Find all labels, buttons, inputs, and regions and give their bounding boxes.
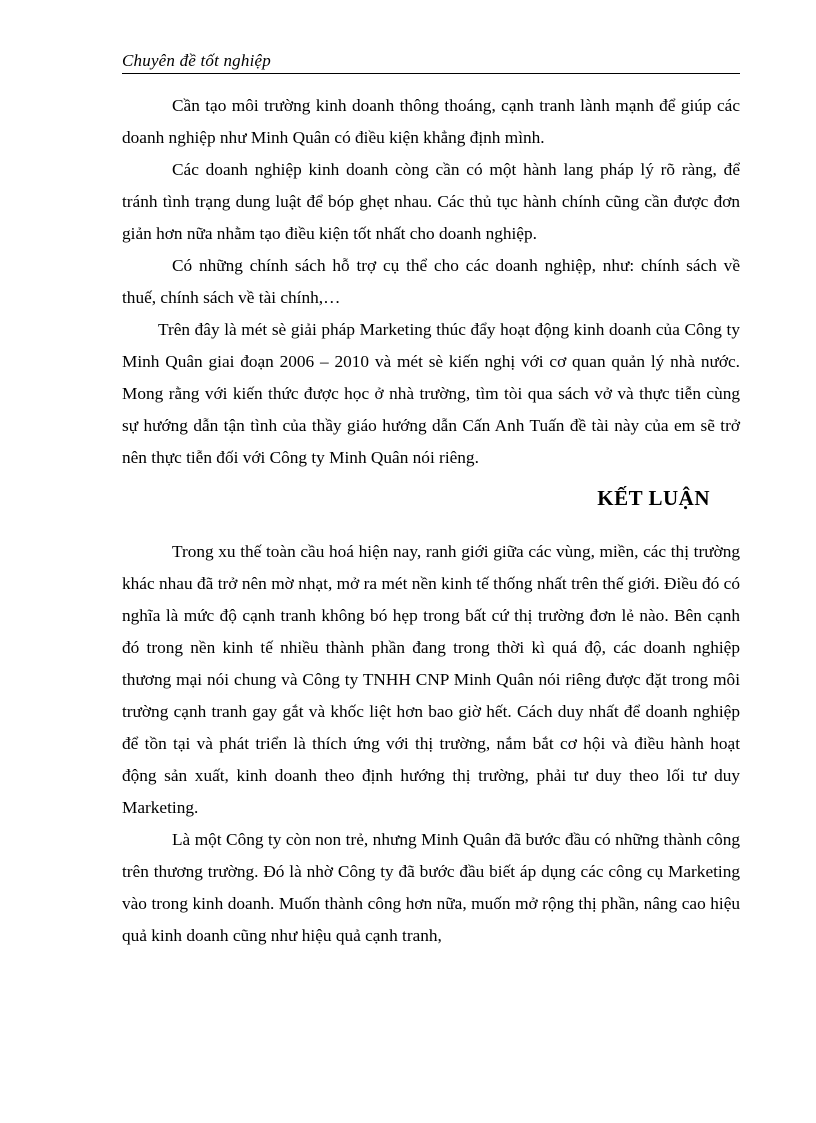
header-title: Chuyên đề tốt nghiệp <box>122 51 271 70</box>
paragraph-conclusion-company: Là một Công ty còn non trẻ, nhưng Minh Quân đã bước đầu có những thành công trên thương trường. Đó là nhờ Công ty đã bước đầu biết áp dụng các công cụ Marketing vào trong kinh doanh. Muốn thành công hơn nữa, muốn mở rộng thị phần, nâng cao hiệu quả kinh doanh cũng như hiệu quả cạnh tranh, <box>122 830 740 945</box>
paragraph-summary: Trên đây là mét sè giải pháp Marketing thúc đẩy hoạt động kinh doanh của Công ty Minh Quân giai đoạn 2006 – 2010 và mét sè kiến nghị với cơ quan quản lý nhà nước. Mong rằng với kiến thức được học ở nhà trường, tìm tòi qua sách vở và thực tiễn cùng sự hướng dẫn tận tình của thầy giáo hướng dẫn Cấn Anh Tuấn đề tài này của em sẽ trở nên thực tiễn đối với Công ty Minh Quân nói riêng. <box>122 320 740 467</box>
page-header <box>122 51 740 74</box>
paragraph-support-policies: Có những chính sách hỗ trợ cụ thể cho các doanh nghiệp, như: chính sách về thuế, chính sách về tài chính,… <box>122 256 740 307</box>
paragraph-legal-framework: Các doanh nghiệp kinh doanh còng cần có một hành lang pháp lý rõ ràng, để tránh tình trạng dung luật để bóp ghẹt nhau. Các thủ tục hành chính cũng cần được đơn giản hơn nữa nhằm tạo điều kiện tốt nhất cho doanh nghiệp. <box>122 160 740 243</box>
document-body <box>122 90 740 952</box>
section-heading-conclusion: KẾT LUẬN <box>597 486 710 510</box>
paragraph-business-environment: Cần tạo môi trường kinh doanh thông thoáng, cạnh tranh lành mạnh để giúp các doanh nghiệp như Minh Quân có điều kiện khẳng định mình. <box>122 96 740 147</box>
paragraph-conclusion-globalization: Trong xu thế toàn cầu hoá hiện nay, ranh giới giữa các vùng, miền, các thị trường khác nhau đã trở nên mờ nhạt, mở ra mét nền kinh tế thống nhất trên thế giới. Điều đó có nghĩa là mức độ cạnh tranh không bó hẹp trong bất cứ thị trường đơn lẻ nào. Bên cạnh đó trong nền kinh tế nhiều thành phần đang trong thời kì quá độ, các doanh nghiệp thương mại nói chung và Công ty TNHH CNP Minh Quân nói riêng được đặt trong môi trường cạnh tranh gay gắt và khốc liệt hơn bao giờ hết. Cách duy nhất để doanh nghiệp để tồn tại và phát triển là thích ứng với thị trường, nắm bắt cơ hội và điều hành hoạt động sản xuất, kinh doanh theo định hướng thị trường, phải tư duy theo lối tư duy Marketing. <box>122 542 740 817</box>
